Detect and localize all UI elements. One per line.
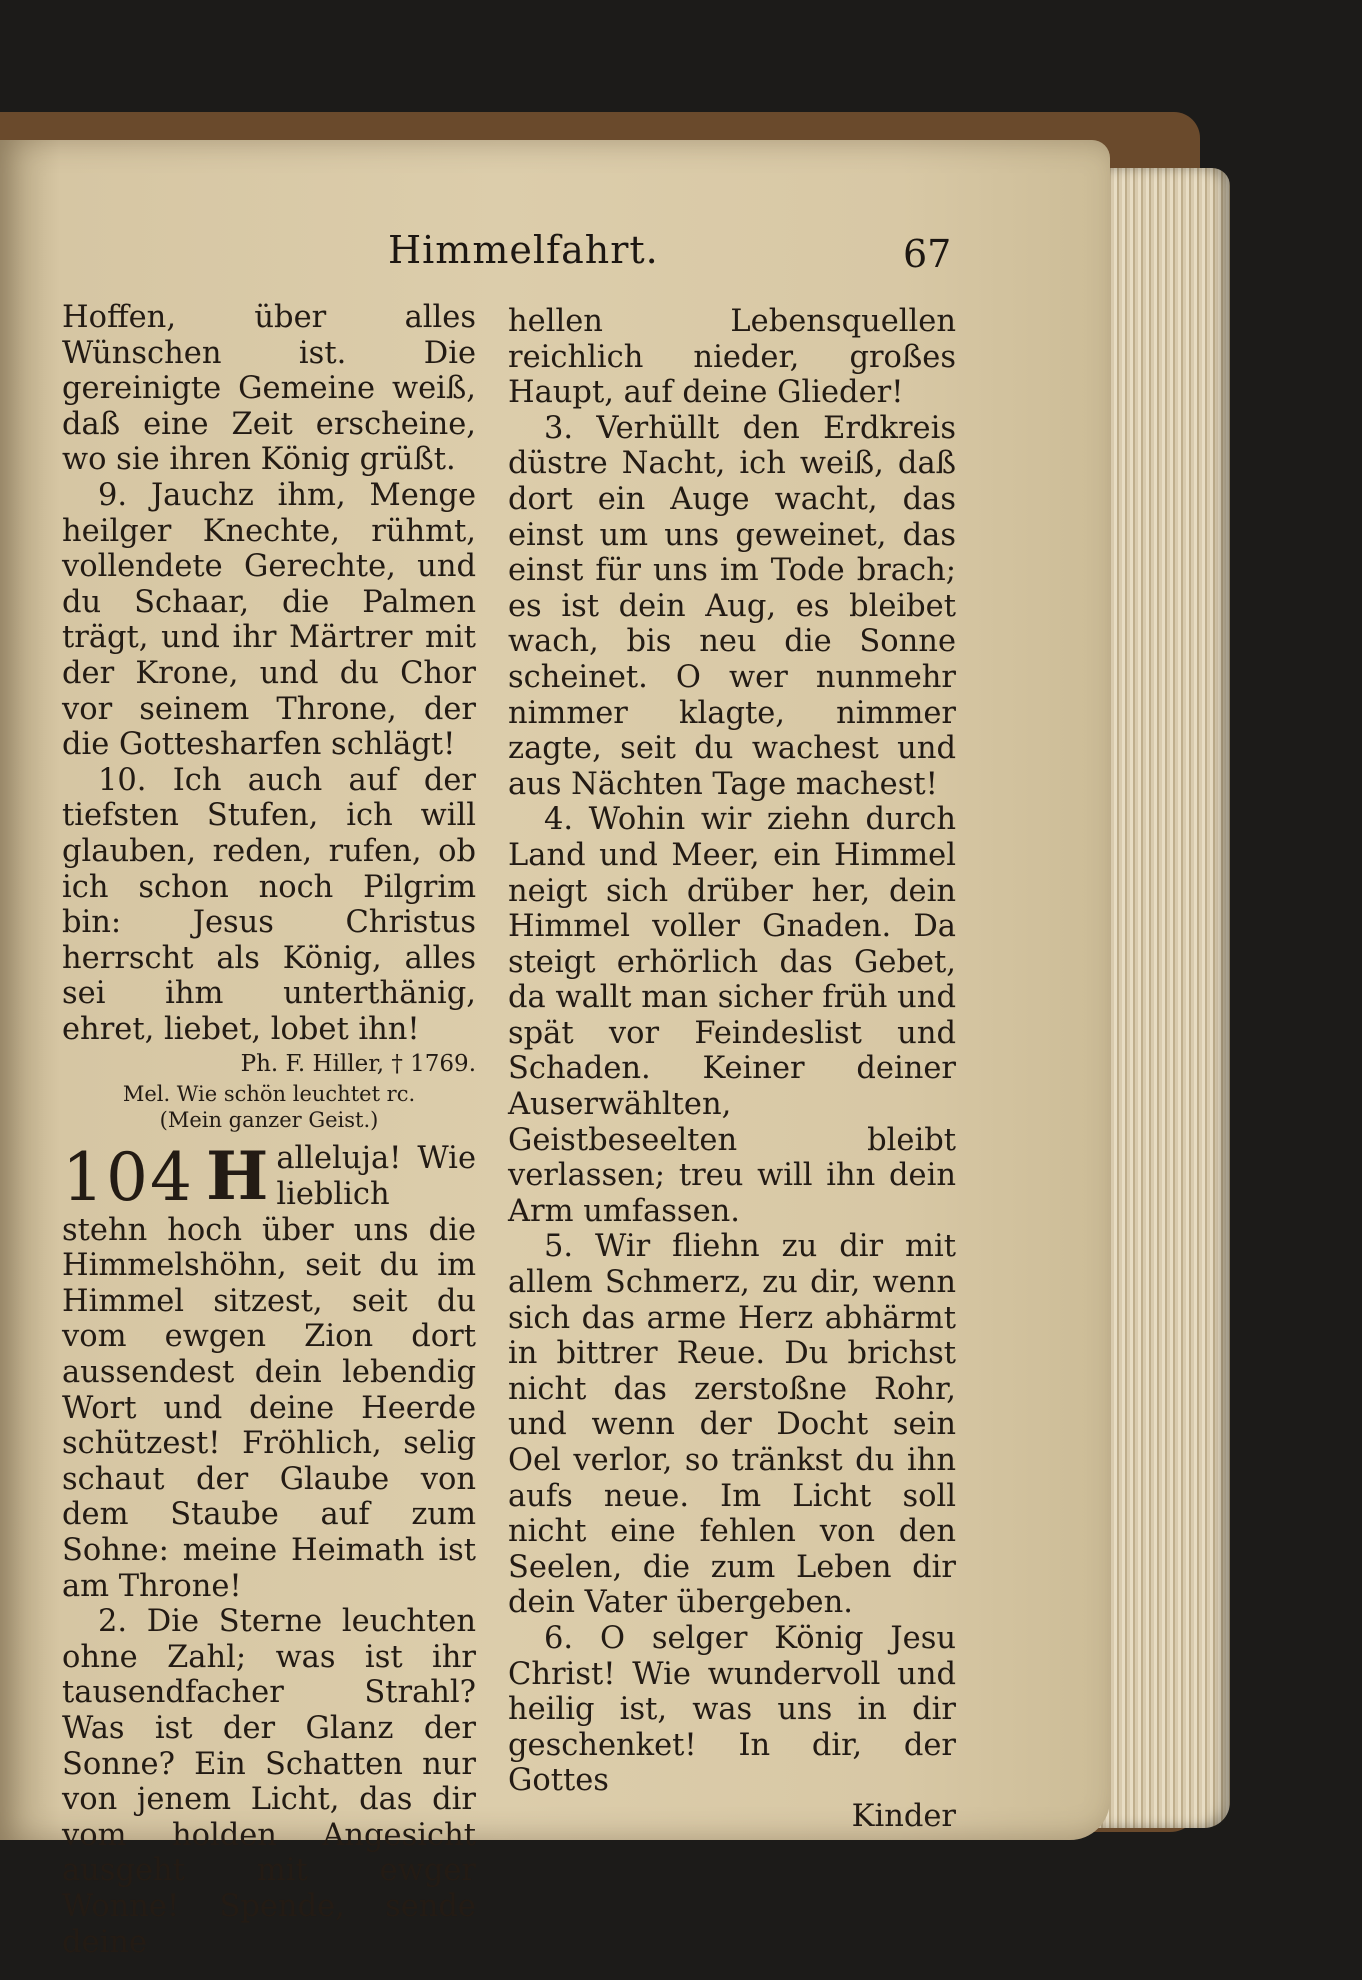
running-title: Himmelfahrt. — [388, 228, 659, 272]
hymn-verse-1: alleluja! Wie lieblich stehn hoch über uns die Himmelshöhn, seit du im Himmel sitzest, seit du vom ewgen Zion dort aussendest dein lebendig Wort und deine Heerde schützest! Fröhlich, selig schaut der Glaube von dem Staube auf zum Sohne: meine Heimath ist am Throne! — [62, 1141, 476, 1604]
verse-6: 6. O selger König Jesu Christ! Wie wundervoll und heilig ist, was uns in dir geschenket! In dir, der Gottes — [508, 1620, 956, 1799]
hymn-start — [62, 1137, 476, 1604]
hymn-verse-2: 2. Die Sterne leuchten ohne Zahl; was ist ihr tausendfacher Strahl? Was ist der Glanz der Sonne? Ein Schatten nur von jenem Licht, das dir vom holden Angesicht ausgeht mit ewger Wonne! Spende, sende deine — [62, 1604, 476, 1960]
author-attribution: Ph. F. Hiller, † 1769. — [240, 1051, 476, 1078]
verse-9: 9. Jauchz ihm, Menge heilger Knechte, rühmt, vollendete Gerechte, und du Schaar, die Palmen trägt, und ihr Märtrer mit der Krone, und du Chor vor seinem Throne, der die Gottesharfen schlägt! — [62, 477, 476, 763]
melody-alt: (Mein ganzer Geist.) — [159, 1108, 379, 1133]
page-number: 67 — [903, 232, 952, 276]
verse-10: 10. Ich auch auf der tiefsten Stufen, ich will glauben, reden, rufen, ob ich schon noch Pilgrim bin: Jesus Christus herrscht als König, alles sei ihm unterthänig, ehret, liebet, lobet ihn! — [62, 762, 476, 1047]
catchword: Kinder — [851, 1798, 956, 1834]
verse-3: 3. Verhüllt den Erdkreis düstre Nacht, ich weiß, daß dort ein Auge wacht, das einst um uns geweinet, das einst für uns im Tode brach; es ist dein Aug, es bleibet wach, bis neu die Sonne scheinet. O wer nunmehr nimmer klagte, nimmer zagte, seit du wachest und aus Nächten Tage machest! — [508, 410, 956, 802]
melody-line: Mel. Wie schön leuchtet rc. — [122, 1082, 416, 1107]
page-edges — [1090, 168, 1230, 1828]
hymn-number: 104 — [62, 1139, 194, 1217]
verse-continuation: Hoffen, über alles Wünschen ist. Die gereinigte Gemeine weiß, daß eine Zeit erscheine, wo sie ihren König grüßt. — [62, 300, 476, 478]
verse-continuation-right: hellen Lebensquellen reichlich nieder, großes Haupt, auf deine Glieder! — [508, 304, 956, 411]
verse-4: 4. Wohin wir ziehn durch Land und Meer, ein Himmel neigt sich drüber her, dein Himmel voller Gnaden. Da steigt erhörlich das Gebet, da wallt man sicher früh und spät vor Feindeslist und Schaden. Keiner deiner Auserwählten, Geistbeseelten bleibt verlassen; treu will ihn dein Arm umfassen. — [508, 802, 956, 1229]
right-column — [508, 304, 956, 1835]
page-header — [0, 228, 1000, 288]
verse-5: 5. Wir fliehn zu dir mit allem Schmerz, zu dir, wenn sich das arme Herz abhärmt in bittrer Reue. Du brichst nicht das zerstoßne Rohr, und wenn der Docht sein Oel verlor, so tränkst du ihn aufs neue. Im Licht soll nicht eine fehlen von den Seelen, die zum Leben dir dein Vater übergeben. — [508, 1229, 956, 1621]
left-column — [62, 300, 476, 1960]
dropcap-letter: H — [205, 1137, 269, 1216]
